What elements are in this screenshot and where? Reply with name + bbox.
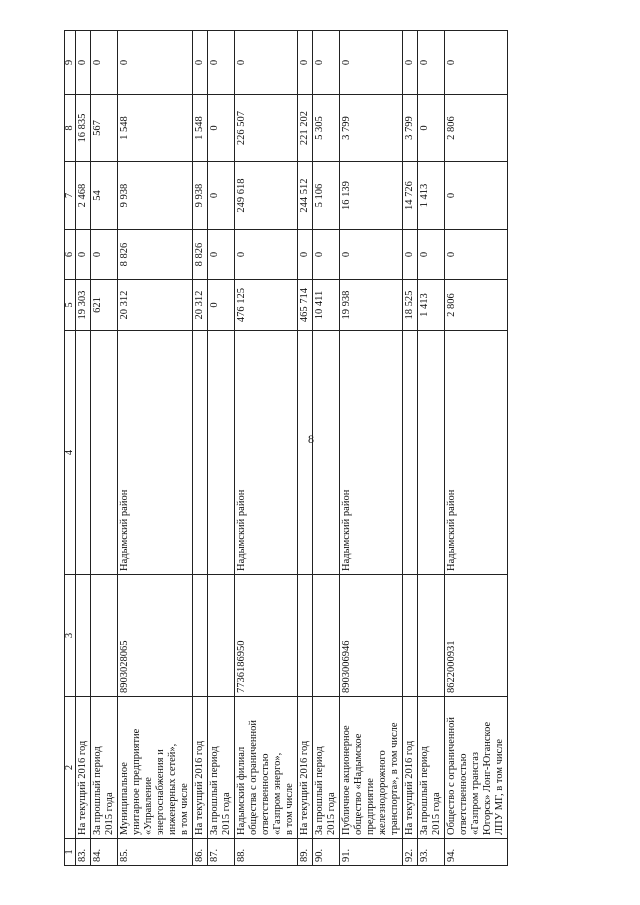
table-row: [340, 31, 403, 866]
cell-col-6: 0: [298, 230, 313, 280]
data-table: [64, 30, 508, 866]
cell-col-7: 14 726: [403, 162, 418, 230]
table-row: [313, 31, 340, 866]
cell-inn: [76, 575, 91, 697]
cell-col-6: 0: [403, 230, 418, 280]
cell-col-6: 0: [340, 230, 403, 280]
cell-district: [208, 331, 235, 575]
cell-col-9: 0: [418, 31, 445, 95]
cell-col-8: 5 305: [313, 95, 340, 162]
cell-col-6: 0: [235, 230, 298, 280]
col-header: 5: [65, 280, 76, 331]
cell-col-7: 9 938: [118, 162, 193, 230]
cell-col-8: 226 507: [235, 95, 298, 162]
table-body: [76, 31, 508, 866]
cell-row-name: На текущий 2016 год: [403, 697, 418, 839]
cell-col-7: 249 618: [235, 162, 298, 230]
cell-col-7: 54: [91, 162, 118, 230]
cell-col-7: 0: [208, 162, 235, 230]
cell-col-9: 0: [118, 31, 193, 95]
cell-col-6: 0: [418, 230, 445, 280]
cell-row-name: Надымский филиал общества с ограниченной ответственностью «Газпром энерго», в том числе: [235, 697, 298, 839]
col-header: 2: [65, 697, 76, 839]
cell-inn: 8903028065: [118, 575, 193, 697]
cell-district: Надымский район: [340, 331, 403, 575]
cell-row-name: На текущий 2016 год: [193, 697, 208, 839]
cell-col-8: 567: [91, 95, 118, 162]
cell-total: 18 525: [403, 280, 418, 331]
cell-col-8: 221 202: [298, 95, 313, 162]
cell-inn: [193, 575, 208, 697]
cell-total: 20 312: [118, 280, 193, 331]
table-row: [298, 31, 313, 866]
cell-col-9: 0: [235, 31, 298, 95]
cell-row-name: На текущий 2016 год: [76, 697, 91, 839]
table-row: [235, 31, 298, 866]
cell-row-name: Публичное акционерное общество «Надымское предприятие железнодорожного транспорта», в том числе: [340, 697, 403, 839]
table-row: [91, 31, 118, 866]
cell-district: [418, 331, 445, 575]
cell-inn: 7736186950: [235, 575, 298, 697]
cell-col-9: 0: [208, 31, 235, 95]
cell-row-number: 85.: [118, 839, 193, 866]
col-header: 1: [65, 839, 76, 866]
cell-col-9: 0: [340, 31, 403, 95]
cell-col-8: 1 548: [118, 95, 193, 162]
cell-col-8: 16 835: [76, 95, 91, 162]
cell-col-9: 0: [298, 31, 313, 95]
cell-row-number: 83.: [76, 839, 91, 866]
cell-row-number: 93.: [418, 839, 445, 866]
cell-district: [91, 331, 118, 575]
cell-col-6: 0: [91, 230, 118, 280]
col-header: 6: [65, 230, 76, 280]
cell-row-number: 87.: [208, 839, 235, 866]
cell-col-9: 0: [445, 31, 508, 95]
cell-row-name: За прошлый период 2015 года: [313, 697, 340, 839]
cell-col-7: 1 413: [418, 162, 445, 230]
col-header: 8: [65, 95, 76, 162]
cell-col-9: 0: [76, 31, 91, 95]
table-row: [76, 31, 91, 866]
cell-col-6: 0: [76, 230, 91, 280]
cell-row-number: 86.: [193, 839, 208, 866]
cell-col-7: 0: [445, 162, 508, 230]
cell-col-7: 9 938: [193, 162, 208, 230]
cell-row-number: 88.: [235, 839, 298, 866]
page-number: 8: [308, 432, 314, 446]
cell-row-name: Общество с ограниченной ответственностью «Газпром трансгаз Югорск» Лонг-Юганское ЛПУ МГ, в том числе: [445, 697, 508, 839]
cell-total: 19 938: [340, 280, 403, 331]
cell-district: [76, 331, 91, 575]
cell-district: Надымский район: [445, 331, 508, 575]
cell-col-8: 2 806: [445, 95, 508, 162]
cell-col-7: 5 106: [313, 162, 340, 230]
cell-total: 476 125: [235, 280, 298, 331]
table-row: [403, 31, 418, 866]
cell-total: 1 413: [418, 280, 445, 331]
cell-total: 2 806: [445, 280, 508, 331]
cell-col-6: 0: [313, 230, 340, 280]
col-header: 7: [65, 162, 76, 230]
cell-row-name: Муниципальное унитарное предприятие «Управление энергоснабжения и инженерных сетей», в том числе: [118, 697, 193, 839]
cell-col-6: 0: [208, 230, 235, 280]
table-row: [118, 31, 193, 866]
cell-total: 465 714: [298, 280, 313, 331]
cell-row-number: 89.: [298, 839, 313, 866]
cell-district: [403, 331, 418, 575]
cell-row-number: 94.: [445, 839, 508, 866]
cell-total: 19 303: [76, 280, 91, 331]
cell-col-9: 0: [403, 31, 418, 95]
cell-total: 0: [208, 280, 235, 331]
table-row: [445, 31, 508, 866]
cell-col-8: 0: [208, 95, 235, 162]
cell-col-6: 8 826: [118, 230, 193, 280]
col-header: 9: [65, 31, 76, 95]
cell-row-number: 91.: [340, 839, 403, 866]
cell-col-9: 0: [313, 31, 340, 95]
table-row: [208, 31, 235, 866]
cell-col-8: 3 799: [403, 95, 418, 162]
cell-inn: [298, 575, 313, 697]
cell-row-number: 90.: [313, 839, 340, 866]
header-row: [65, 31, 76, 866]
cell-inn: 8622000931: [445, 575, 508, 697]
col-header: 4: [65, 331, 76, 575]
cell-col-9: 0: [91, 31, 118, 95]
cell-inn: [91, 575, 118, 697]
cell-inn: [313, 575, 340, 697]
table-row: [418, 31, 445, 866]
cell-col-6: 8 826: [193, 230, 208, 280]
cell-district: [313, 331, 340, 575]
cell-row-name: За прошлый период 2015 года: [208, 697, 235, 839]
cell-col-8: 3 799: [340, 95, 403, 162]
cell-row-number: 84.: [91, 839, 118, 866]
cell-col-6: 0: [445, 230, 508, 280]
col-header: 3: [65, 575, 76, 697]
cell-row-name: За прошлый период 2015 года: [91, 697, 118, 839]
cell-total: 621: [91, 280, 118, 331]
cell-total: 20 312: [193, 280, 208, 331]
cell-row-name: На текущий 2016 год: [298, 697, 313, 839]
cell-col-9: 0: [193, 31, 208, 95]
cell-row-number: 92.: [403, 839, 418, 866]
cell-col-7: 2 468: [76, 162, 91, 230]
cell-col-7: 16 139: [340, 162, 403, 230]
cell-district: [193, 331, 208, 575]
table-row: [193, 31, 208, 866]
cell-inn: 8903006946: [340, 575, 403, 697]
cell-inn: [403, 575, 418, 697]
cell-inn: [418, 575, 445, 697]
cell-col-7: 244 512: [298, 162, 313, 230]
cell-district: [298, 331, 313, 575]
cell-inn: [208, 575, 235, 697]
cell-district: Надымский район: [118, 331, 193, 575]
cell-col-8: 1 548: [193, 95, 208, 162]
cell-total: 10 411: [313, 280, 340, 331]
rotated-table-area: [64, 31, 626, 866]
cell-col-8: 0: [418, 95, 445, 162]
cell-row-name: За прошлый период 2015 года: [418, 697, 445, 839]
cell-district: Надымский район: [235, 331, 298, 575]
